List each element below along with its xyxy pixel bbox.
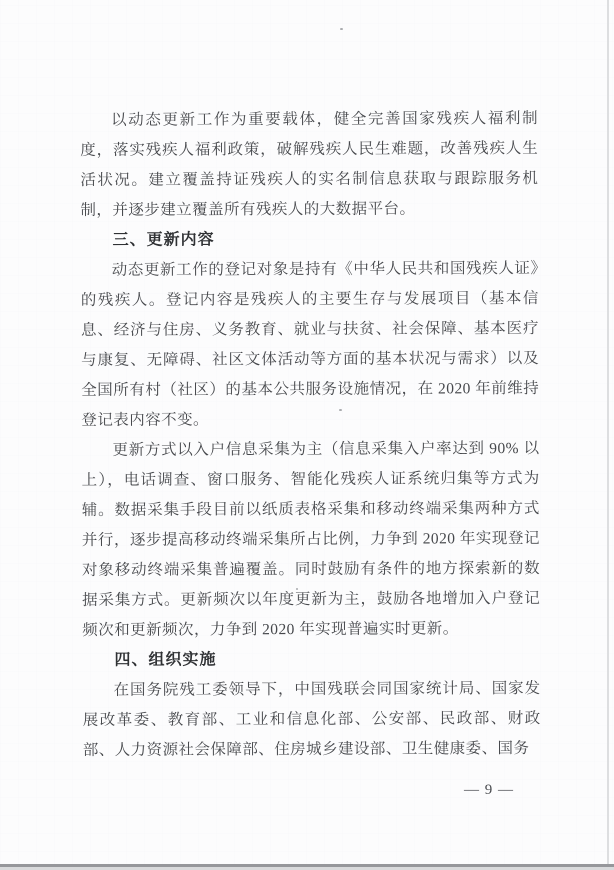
document-content [80, 104, 541, 766]
section-heading-organization: 四、组织实施 [114, 651, 217, 669]
paragraph-update-method: 更新方式以入户信息采集为主（信息采集入户率达到 90% 以上），电话调查、窗口服务、智能化残疾人证系统归集等方式为辅。数据采集手段目前以纸质表格采集和移动终端采集两种方式并行，逐步提高移动终端采集所占比例，力争到 2020 年实现登记对象移动终端采集普遍覆盖。同时鼓励有条件的地方探索新的数据采集方式。更新频次以年度更新为主，鼓励各地增加入户登记频次和更新频次，力争到 2020 年实现普遍实时更新。 [81, 439, 541, 639]
paragraph-registration-scope: 动态更新工作的登记对象是持有《中华人民共和国残疾人证》的残疾人。登记内容是残疾人的主要生存与发展项目（基本信息、经济与住房、义务教育、就业与扶贫、社会保障、基本医疗与康复、无障碍、社区文体活动等方面的基本状况与需求）以及全国所有村（社区）的基本公共服务设施情况，在 2020 年前维持登记表内容不变。 [80, 259, 540, 429]
paragraph-organization-lead: 在国务院残工委领导下，中国残联会同国家统计局、国家发展改革委、教育部、工业和信息化部、公安部、民政部、财政部、人力资源社会保障部、住房城乡建设部、卫生健康委、国务 [82, 679, 541, 759]
page-number: — 9 — [464, 782, 514, 798]
scan-speck [339, 409, 342, 411]
paragraph-dynamic-update-carrier: 以动态更新工作为重要载体，健全完善国家残疾人福利制度，落实残疾人福利政策，破解残疾人民生难题，改善残疾人生活状况。建立覆盖持证残疾人的实名制信息获取与跟踪服务机制，并逐步建立覆盖所有残疾人的大数据平台。 [80, 110, 539, 219]
scan-right-edge [607, 0, 609, 866]
scan-speck [340, 28, 343, 30]
scan-speck [296, 588, 298, 590]
section-heading-update-content: 三、更新内容 [112, 231, 215, 249]
